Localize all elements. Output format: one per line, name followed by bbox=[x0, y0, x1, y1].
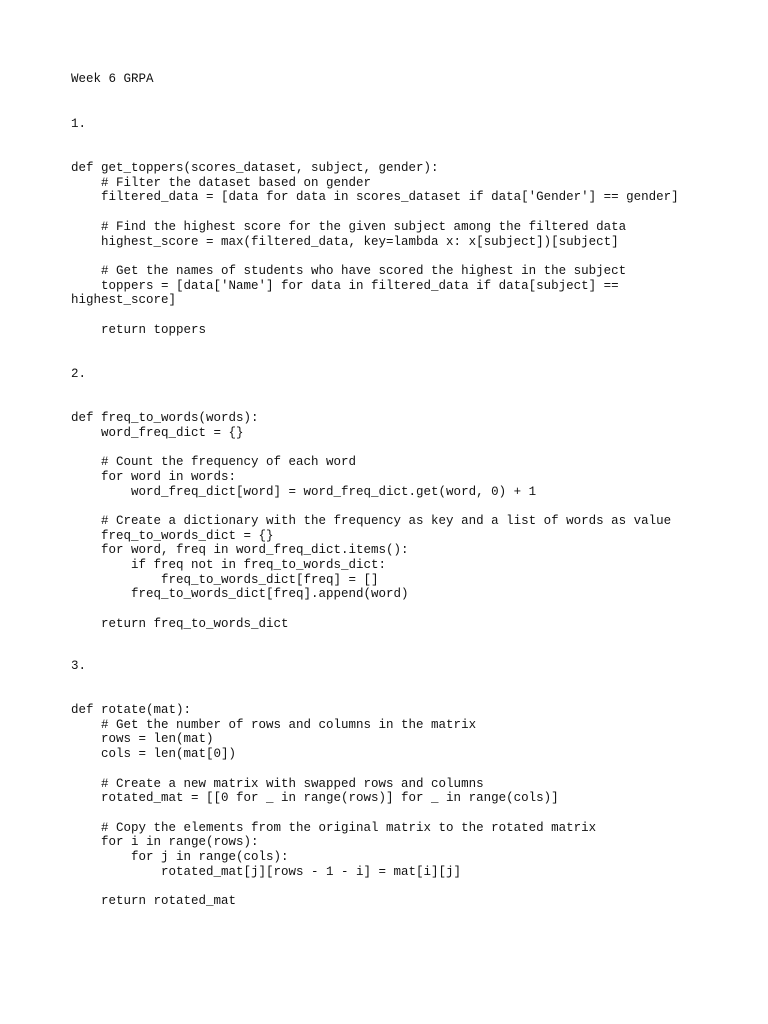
section-number: 3. bbox=[71, 659, 87, 673]
question-section-1 bbox=[71, 117, 751, 337]
section-number: 2. bbox=[71, 367, 87, 381]
question-section-2 bbox=[71, 367, 751, 632]
code-block: def get_toppers(scores_dataset, subject, gender): # Filter the dataset based on gender filtered_data = [data for data in scores_dataset if data['Gender'] == gender] # Find the highest score for the given subject among the filtered data highest_score = max(filtered_data, key=lambda x: x[subject])[subject] # Get the names of students who have scored the highest in the subject toppers = [data['Name'] for data in filtered_data if data[subject] == highest_score] return toppers bbox=[71, 161, 679, 337]
question-section-3 bbox=[71, 659, 751, 909]
code-block: def freq_to_words(words): word_freq_dict = {} # Count the frequency of each word for word in words: word_freq_dict[word] = word_freq_dict.get(word, 0) + 1 # Create a dictionary with the frequency as key and a list of words as value freq_to_words_dict = {} for word, freq in word_freq_dict.items(): if freq not in freq_to_words_dict: freq_to_words_dict[freq] = [] freq_to_words_dict[freq].append(word) return freq_to_words_dict bbox=[71, 411, 672, 631]
code-block: def rotate(mat): # Get the number of rows and columns in the matrix rows = len(mat) cols = len(mat[0]) # Create a new matrix with swapped rows and columns rotated_mat = [[0 for _ in range(rows)] for _ in range(cols)] # Copy the elements from the original matrix to the rotated matrix for i in range(rows): for j in range(cols): rotated_mat[j][rows - 1 - i] = mat[i][j] return rotated_mat bbox=[71, 703, 597, 909]
document-page bbox=[71, 72, 751, 909]
section-number: 1. bbox=[71, 117, 87, 131]
document-title: Week 6 GRPA bbox=[71, 72, 154, 86]
